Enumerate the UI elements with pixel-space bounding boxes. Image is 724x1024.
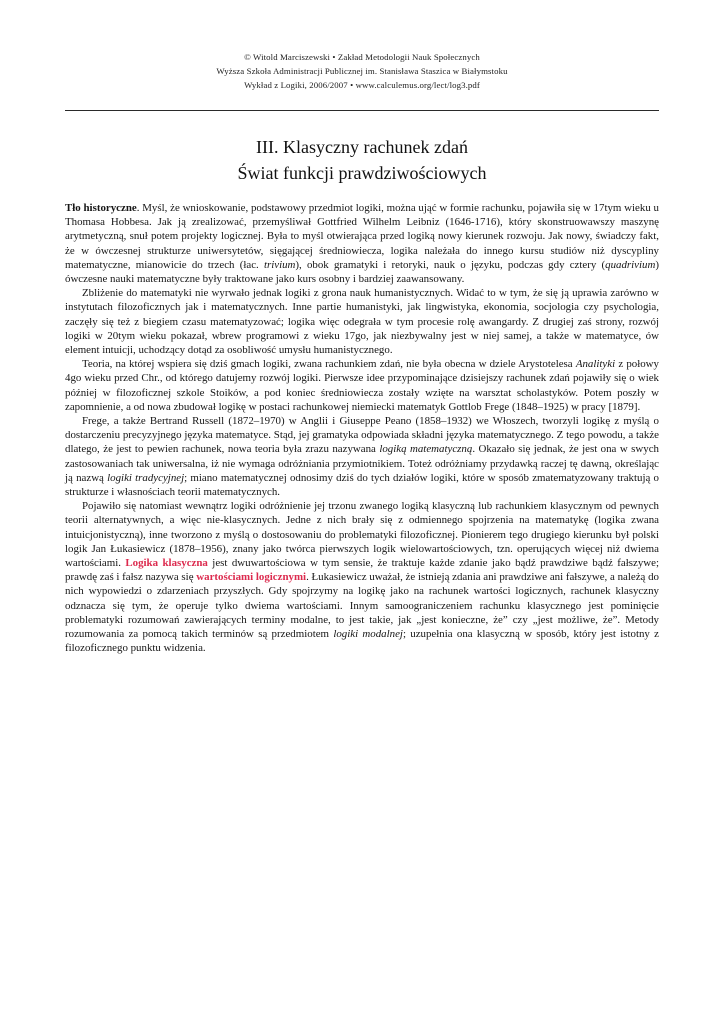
text-run: Tło historyczne bbox=[65, 202, 137, 214]
paragraph-5 bbox=[65, 499, 659, 655]
text-run: jest dwuwartościowa w tym sensie, że traktuje każde zdanie jako bądź prawdziwe bądź fałszywe; prawdę zaś i fałsz nazywa się bbox=[65, 557, 659, 584]
text-run: logiką matematyczną bbox=[379, 443, 473, 456]
text-run: . Łukasiewicz uważał, że istnieją zdania ani prawdziwe ani fałszywe, a należą do nich wypowiedzi o zdarzeniach przyszłych. Gdy spojrzymy na logikę jako na rachunek wartości logicznych, rachunek klasyczny odznacza się tym, że operuje tylko dwiema wartościami. Innym samoograniczeniem rachunku klasycznego jest pominięcie problematyki rozumowań zawierających terminy modalne, to jest takie, jak „jest konieczne, że” czy „jest możliwe, że”. Metody rozumowania za pomocą takich terminów są przedmiotem bbox=[65, 571, 659, 641]
text-run: trivium bbox=[263, 258, 296, 271]
title-line-2: Świat funkcji prawdziwościowych bbox=[237, 163, 487, 183]
header-lecture-line bbox=[65, 78, 659, 92]
header-lecture-label: Wykład z Logiki, 2006/2007 • bbox=[244, 80, 356, 90]
paragraph-1 bbox=[65, 201, 659, 286]
paragraph-3 bbox=[65, 357, 659, 414]
text-run: wartościami logicznymi bbox=[196, 571, 307, 584]
text-run: ), obok gramatyki i retoryki, nauk o języku, podczas gdy cztery ( bbox=[295, 258, 606, 271]
text-run: Zbliżenie do matematyki nie wyrwało jednak logiki z grona nauk humanistycznych. Widać to w tym, że się ją uprawia zarówno w instytutach filozoficznych jak i matematycznych. Inne partie humanistyki, jak lingwistyka, ekonomia, socjologia czy psychologia, zaczęły się też z biegiem czasu matematyzować; logika więc odegrała w tym procesie rolę awangardy. Z drugiej zaś strony, rozwój logiki w 20tym wieku pokazał, wbrew programowi z wieku 17go, jak niezbywalny jest w niej samej, a także w matematyce, ów element intuicji, uchodzący dotąd za osobliwość umysłu humanistycznego. bbox=[65, 287, 659, 357]
paragraph-2 bbox=[65, 286, 659, 357]
text-run: Frege, a także Bertrand Russell (1872–1970) w Anglii i Giuseppe Peano (1858–1932) we Włoszech, tworzyli logikę z myślą o dostarczeniu precyzyjnego języka matematyce. Stąd, jej gramatyka odpowiada składni języka matematycznego. Z tego powodu, a także dlatego, że jest to pewien rachunek, nowa teoria była zrazu nazywana bbox=[65, 415, 659, 456]
header-institution-line: Wyższa Szkoła Administracji Publicznej im. Stanisława Staszica w Białymstoku bbox=[216, 66, 508, 76]
text-run: logiki modalnej bbox=[333, 628, 403, 641]
text-run: Pojawiło się natomiast wewnątrz logiki odróżnienie jej trzonu zwanego logiką klasyczną lub rachunkiem klasycznym od pewnych teorii alternatywnych, a więc nie-klasycznych. Jedne z nich brały się z odmiennego spojrzenia na matematykę (logika zwana intuicjonistyczną), inne tworzono z myślą o dostosowaniu do problematyki filozoficznej. Pionierem tego drugiego kierunku był polski logik Jan Łukasiewicz (1878–1956), znany jako twórca pierwszych logik wielowartościowych, tzn. operujących więcej niż dwiema wartościami. bbox=[65, 500, 659, 570]
text-run: ; miano matematycznej odnosimy dziś do tych działów logiki, które w sposób zmatematyzowany traktują o strukturze i własnościach teorii matematycznych. bbox=[65, 471, 659, 499]
text-run: Analityki bbox=[575, 358, 616, 371]
text-run: Logika klasyczna bbox=[125, 557, 208, 570]
document-header bbox=[65, 50, 659, 92]
paragraph-4 bbox=[65, 414, 659, 499]
text-run: ; uzupełnia ona klasyczną w sposób, który jest istotny z filozoficznego punktu widzenia. bbox=[65, 628, 659, 655]
title-line-1: III. Klasyczny rachunek zdań bbox=[256, 137, 468, 157]
text-run: z połowy 4go wieku przed Chr., od którego datujemy rozwój logiki. Pierwsze idee przypominające dzisiejszy rachunek zdań pojawiły się o wiek później w filozoficznej szkole Stoików, a pod koniec średniowiecza zostały wzięte na warsztat scholastyków. Potem poszły w zapomnienie, a od nowa zbudował logikę w postaci rachunkowej niemiecki matematyk Gottlob Frege (1848–1925) w pracy [1879]. bbox=[65, 358, 659, 413]
text-run: . Myśl, że wnioskowanie, podstawowy przedmiot logiki, można ująć w formie rachunku, pojawiła się w 17tym wieku u Thomasa Hobbesa. Jak ją zrealizować, przemyśliwał Gottfried Wilhelm Leibniz (1646-1716), który skonstruowawszy maszynę arytmetyczną, snuł potem projekty logicznej. Była to myśl otwierająca przed logiką nowy kierunek rozwoju. Jak nowy, świadczy fakt, że w ówczesnej strukturze uniwersytetów, sięgającej średniowiecza, logika należała do innego kursu studiów niż dyscypliny matematyczne, mianowicie do trzech (łac. bbox=[65, 202, 659, 271]
text-run: . Okazało się jednak, że jest ona w swych zastosowaniach tak uniwersalna, iż nie wymaga odróżniania przymiotnikiem. Toteż odróżniamy przydawką raczej tę dawną, określając ją nazwą bbox=[65, 443, 659, 484]
header-rule bbox=[65, 110, 659, 111]
text-run: logiki tradycyjnej bbox=[107, 471, 185, 484]
text-run: Teoria, na której wspiera się dziś gmach logiki, zwana rachunkiem zdań, nie była obecna w dziele Arystotelesa bbox=[82, 358, 576, 371]
text-run: ) ówczesne nauki matematyczne były traktowane jako kurs osobny i bardziej zaawansowany. bbox=[65, 258, 659, 286]
lecture-pdf-link[interactable]: www.calculemus.org/lect/log3.pdf bbox=[355, 80, 480, 90]
header-author-line: © Witold Marciszewski • Zakład Metodologii Nauk Społecznych bbox=[244, 52, 480, 62]
text-run: quadrivium bbox=[605, 258, 656, 271]
document-title bbox=[65, 134, 659, 186]
document-body bbox=[65, 201, 659, 656]
